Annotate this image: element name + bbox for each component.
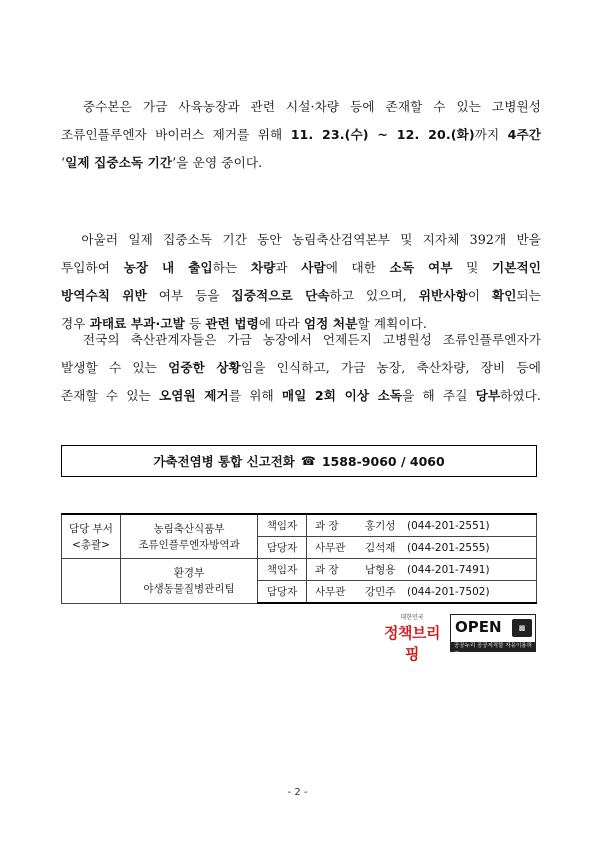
p2-emphasis: 소독 여부	[389, 260, 453, 275]
hotline-label: 가축전염병 통합 신고전화	[153, 454, 295, 469]
p1-date-range: 11. 23.(수) ~ 12. 20.(화)	[290, 127, 475, 142]
division-cell-empty	[62, 559, 121, 604]
p1-text: 조류인플루엔자 바이러스 제거를 위해	[61, 127, 291, 142]
p1-line1: 중수본은 가금 사육농장과 관련 시설·차량 등에 존재할 수 있는 고병원성	[82, 99, 541, 114]
p1-text: 까지	[474, 127, 508, 142]
p3-text: 존재할 수 있는	[61, 388, 159, 403]
license-icon: ▩	[512, 619, 532, 637]
p3-text: 를 위해	[228, 388, 282, 403]
p2-text: 이	[467, 288, 492, 303]
contact-title: 사무관	[315, 586, 346, 598]
contact-cell	[307, 514, 537, 537]
paragraph-disinfection-period	[61, 93, 541, 177]
p3-line1: 전국의 축산관계자들은 가금 농장에서 언제든지 고병원성 조류인플루엔자가	[82, 332, 541, 347]
p3-emphasis: 매일 2회 이상 소독	[281, 388, 403, 403]
dept-cell	[121, 514, 258, 559]
contact-cell	[307, 537, 537, 559]
p2-emphasis: 과태료 부과·고발	[89, 316, 185, 331]
p2-emphasis: 기본적인	[491, 260, 541, 275]
p2-text: 할 계획이다.	[357, 316, 428, 331]
dept-cell	[121, 559, 258, 604]
page-number: - 2 -	[287, 787, 308, 798]
contact-title: 과 장	[315, 564, 339, 576]
p3-text: 임을 인식하고, 가금 농장, 축산차량, 장비 등에	[240, 360, 541, 375]
role-cell: 담당자	[258, 537, 307, 559]
p2-text: 투입하여	[61, 260, 124, 275]
contacts-table	[61, 513, 537, 604]
p2-text: 에 대한	[325, 260, 390, 275]
hotline-box	[61, 445, 537, 477]
role-cell: 책임자	[258, 559, 307, 581]
role-cell: 책임자	[258, 514, 307, 537]
kogl-open-logo	[450, 614, 536, 658]
p2-text: 및	[452, 260, 492, 275]
p1-duration: 4주간	[507, 127, 541, 142]
p1-quote: ‘	[61, 155, 66, 170]
p2-text: 하고 있으며,	[329, 288, 419, 303]
p1-text: ’을 운영 중이다.	[172, 155, 263, 170]
contact-name: 강민주	[365, 586, 396, 598]
p2-text: 되는	[516, 288, 542, 303]
p2-text: 등	[184, 316, 206, 331]
contact-phone: (044-201-2551)	[407, 520, 490, 532]
contact-name: 김석재	[365, 542, 396, 554]
p2-text: 경우	[61, 316, 90, 331]
p3-emphasis: 당부	[475, 388, 501, 403]
phone-icon: ☎	[300, 454, 316, 468]
contact-title: 사무관	[315, 542, 346, 554]
p2-text: 에 따라	[258, 316, 304, 331]
p3-emphasis: 오염원 제거	[158, 388, 229, 403]
division-label: 담당 부서 <총괄>	[69, 522, 113, 551]
p3-text: 하였다.	[500, 388, 542, 403]
open-text: OPEN	[455, 618, 502, 636]
p2-emphasis: 엄정 처분	[303, 316, 358, 331]
p2-text: 과	[275, 260, 302, 275]
paragraph-request	[61, 326, 541, 410]
p3-text: 을 해 주길	[402, 388, 476, 403]
policy-briefing-logo	[380, 612, 444, 663]
open-strip-text: 공공누리 공공저작물 자유이용허락	[451, 642, 535, 651]
paragraph-inspection	[61, 226, 541, 338]
dept-name: 환경부 야생동물질병관리팀	[143, 566, 235, 595]
p2-emphasis: 방역수칙 위반	[61, 288, 147, 303]
contact-phone: (044-201-7502)	[407, 586, 490, 598]
p2-emphasis: 관련 법령	[205, 316, 259, 331]
contact-name: 남형용	[365, 564, 396, 576]
p2-emphasis: 사람	[301, 260, 326, 275]
p2-emphasis: 농장 내 출입	[123, 260, 213, 275]
logo-main-text: 정책브리핑	[384, 624, 440, 663]
contact-name: 홍기성	[365, 520, 396, 532]
dept-name: 농림축산식품부 조류인플루엔자방역과	[138, 522, 240, 551]
contact-phone: (044-201-2555)	[407, 542, 490, 554]
p2-emphasis: 위반사항	[418, 288, 468, 303]
contact-title: 과 장	[315, 520, 339, 532]
p3-emphasis: 엄중한 상황	[168, 360, 241, 375]
p1-period-name: 일제 집중소독 기간	[65, 155, 173, 170]
hotline-number: 1588-9060 / 4060	[321, 453, 445, 469]
contact-cell	[307, 581, 537, 604]
p3-text: 발생할 수 있는	[61, 360, 169, 375]
division-cell	[62, 514, 121, 559]
p2-emphasis: 집중적으로 단속	[231, 288, 330, 303]
role-cell: 담당자	[258, 581, 307, 604]
table-row	[62, 559, 537, 581]
contact-phone: (044-201-7491)	[407, 564, 490, 576]
table-row	[62, 514, 537, 537]
logo-small-text: 대한민국	[400, 614, 424, 621]
p2-text: 하는	[212, 260, 251, 275]
p2-emphasis: 차량	[250, 260, 276, 275]
contact-cell	[307, 559, 537, 581]
p2-line1: 아울러 일제 집중소독 기간 동안 농림축산검역본부 및 지자체 392개 반을	[81, 232, 541, 247]
p2-text: 여부 등을	[146, 288, 232, 303]
p2-emphasis: 확인	[491, 288, 517, 303]
